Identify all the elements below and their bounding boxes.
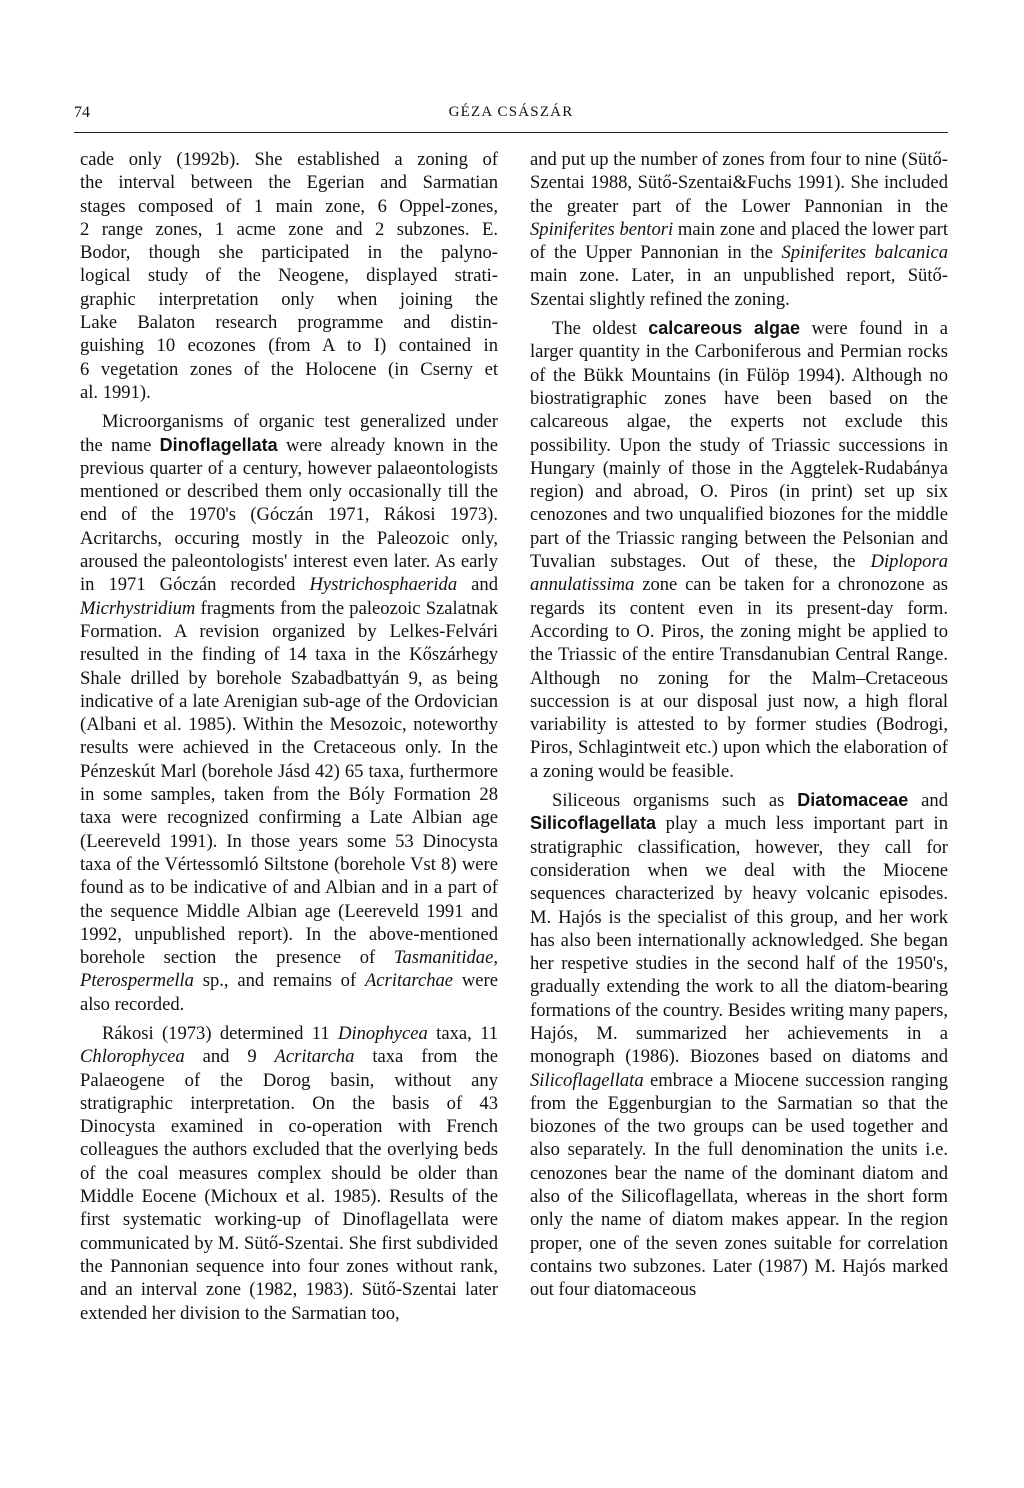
- left-column: [80, 148, 498, 1325]
- text-run: were also recorded.: [80, 970, 498, 1015]
- text-line: cade only (1992b). She established a zoning of: [80, 149, 498, 170]
- running-head: GÉZA CSÁSZÁR: [448, 104, 574, 120]
- taxon-name: Micrhystridium: [80, 597, 196, 619]
- text-run: and 9: [184, 1046, 275, 1068]
- text-run: The oldest: [552, 318, 649, 340]
- paragraph-dinoflagellata: [80, 410, 498, 1016]
- taxon-name: Hystrichosphaerida: [309, 574, 458, 596]
- page-header: [74, 104, 948, 126]
- text-run: Rákosi (1973) determined 11: [102, 1022, 339, 1044]
- header-rule: [74, 132, 948, 133]
- text-run: Siliceous organisms such as: [552, 790, 798, 812]
- text-run: sp., and remains of: [193, 970, 365, 992]
- text-line: logical study of the Neogene, displayed strati-: [80, 265, 498, 287]
- taxon-name: Tasmanitidae, Pterospermella: [80, 947, 498, 992]
- taxon-name: Acritarchae: [364, 970, 454, 992]
- paragraph-siliceous: [530, 789, 948, 1302]
- text-run: were already known in the previous quarter of a century, however palaeontologists mentioned or described them only occasionally till the end of the 1970's (Góczán 1971, Rákosi 1973). Acritarchs, occuring mostly in the Paleozoic only, aroused the paleontologists' interest even later. As early in 1971 Góczán recorded: [80, 434, 498, 596]
- paragraph-rakosi: [80, 1022, 498, 1325]
- text-run: Microorganisms of organic test generalized under the name: [80, 411, 498, 456]
- key-term: Silicoflagellata: [530, 813, 657, 834]
- page-number: 74: [74, 104, 90, 121]
- text-line: the interval between the Egerian and Sarmatian: [80, 172, 498, 194]
- text-run: main zone. Later, in an unpublished report, Sütő-Szentai slightly refined the zoning.: [530, 265, 948, 310]
- key-term: Diatomaceae: [797, 790, 909, 811]
- text-run: and: [457, 574, 498, 596]
- text-run: play a much less important part in stratigraphic classification, however, they call for consideration when we deal with the Miocene sequences characterized by heavy volcanic episodes. M. Hajós is the specialist of this group, and her work has also been internationally acknowledged. She began her respetive studies in the second half of the 1950's, gradually extending the work to all the diatom-bearing formations of the country. Besides writing many papers, Hajós, M. summarized her achievements in a monograph (1986). Biozones based on diatoms and: [530, 813, 948, 1068]
- text-run: taxa from the Palaeogene of the Dorog basin, without any stratigraphic interpretation. On the basis of 43 Dinocysta examined in co-operation with French colleagues the authors excluded that the overlying beds of the coal measures complex should be older than Middle Eocene (Michoux et al. 1985). Results of the first systematic working-up of Dinoflagellata were communicated by M. Sütő-Szentai. She first subdivided the Pannonian sequence into four zones without rank, and an interval zone (1982, 1983). Sütő-Szentai later extended her division to the Sarmatian too,: [80, 1046, 498, 1324]
- right-column: [530, 148, 948, 1302]
- text-line: Bodor, though she participated in the palyno-: [80, 242, 498, 264]
- text-run: main zone and placed the lower part of the Upper Pannonian in the: [530, 218, 949, 264]
- text-line: 2 range zones, 1 acme zone and 2 subzones. E.: [80, 218, 498, 240]
- text-run: embrace a Miocene succession ranging from the Eggenburgian to the Sarmatian so that the biozones of the two groups can be used together and also separately. In the full denomination the units i.e. cenozones bear the name of the dominant diatom and also of the Silicoflagellata, whereas in the short form only the name of diatom makes appear. In the region proper, one of the seven zones suitable for correlation contains two subzones. Later (1987) M. Hajós marked out four diatomaceous: [530, 1069, 948, 1301]
- taxon-name: Spiniferites balcanica: [781, 242, 948, 264]
- taxon-name: Chlorophycea: [80, 1046, 185, 1068]
- key-term: Dinoflagellata: [159, 434, 278, 455]
- text-run: zone can be taken for a chronozone as regards its content even in its present-day form. According to O. Piros, the zoning might be applied to the Triassic of the entire Transdanubian Central Range. Although no zoning for the Malm–Cretaceous succession is at our disposal just now, a high floral variability is attested to by former studies (Bodrogi, Piros, Schlagintweit etc.) upon which the elaboration of a zoning would be feasible.: [530, 574, 948, 782]
- text-run: taxa, 11: [427, 1022, 498, 1044]
- paragraph-continued: [80, 148, 498, 404]
- taxon-name: Silicoflagellata: [530, 1069, 644, 1091]
- text-run: and put up the number of zones from four to nine (Sütő-Szentai 1988, Sütő-Szentai&Fuchs 1991). She included the greater part of the Lower Pannonian in the: [530, 149, 948, 217]
- text-run: fragments from the paleozoic Szalatnak Formation. A revision organized by Lelkes-Felvári resulted in the finding of 14 taxa in the Kőszárhegy Shale drilled by borehole Szabadbattyán 9, as being indicative of a late Arenigian sub-age of the Ordovician (Albani et al. 1985). Within the Mesozoic, noteworthy results were achieved in the Cretaceous only. In the Pénzeskút Marl (borehole Jásd 42) 65 taxa, furthermore in some samples, taken from the Bóly Formation 28 taxa were recognized confirming a Late Albian age (Leereveld 1991). In those years some 53 Dinocysta taxa of the Vértessomló Siltstone (borehole Vst 8) were found as to be indicative of and Albian and in a part of the sequence Middle Albian age (Leereveld 1991 and 1992, unpublished report). In the above-mentioned borehole section the presence of: [80, 597, 498, 969]
- text-line: graphic interpretation only when joining the: [80, 288, 498, 310]
- text-line: Lake Balaton research programme and distin-: [80, 312, 498, 334]
- taxon-name: Spiniferites bentori: [530, 218, 674, 240]
- taxon-name: Diplopora annulatissima: [530, 551, 948, 596]
- text-line: al. 1991).: [80, 381, 151, 403]
- paragraph-calcareous-algae: [530, 317, 948, 783]
- text-run: and: [908, 790, 948, 812]
- taxon-name: Dinophycea: [338, 1022, 428, 1044]
- paragraph-continued-right: [530, 148, 948, 311]
- text-line: stages composed of 1 main zone, 6 Oppel-zones,: [80, 195, 498, 217]
- key-term: calcareous algae: [648, 318, 801, 339]
- text-line: guishing 10 ecozones (from A to I) contained in: [80, 335, 498, 357]
- text-line: 6 vegetation zones of the Holocene (in Cserny et: [80, 358, 498, 380]
- taxon-name: Acritarcha: [274, 1046, 355, 1068]
- text-run: were found in a larger quantity in the Carboniferous and Permian rocks of the Bükk Mountains (in Fülöp 1994). Although no biostratigraphic zones have been based on the calcareous algae, the experts not exclude this possibility. Upon the study of Triassic successions in Hungary (mainly of those in the Aggtelek-Rudabánya region) and abroad, O. Piros (in print) set up six cenozones and two unqualified biozones for the middle part of the Triassic ranging between the Pelsonian and Tuvalian substages. Out of these, the: [530, 318, 948, 573]
